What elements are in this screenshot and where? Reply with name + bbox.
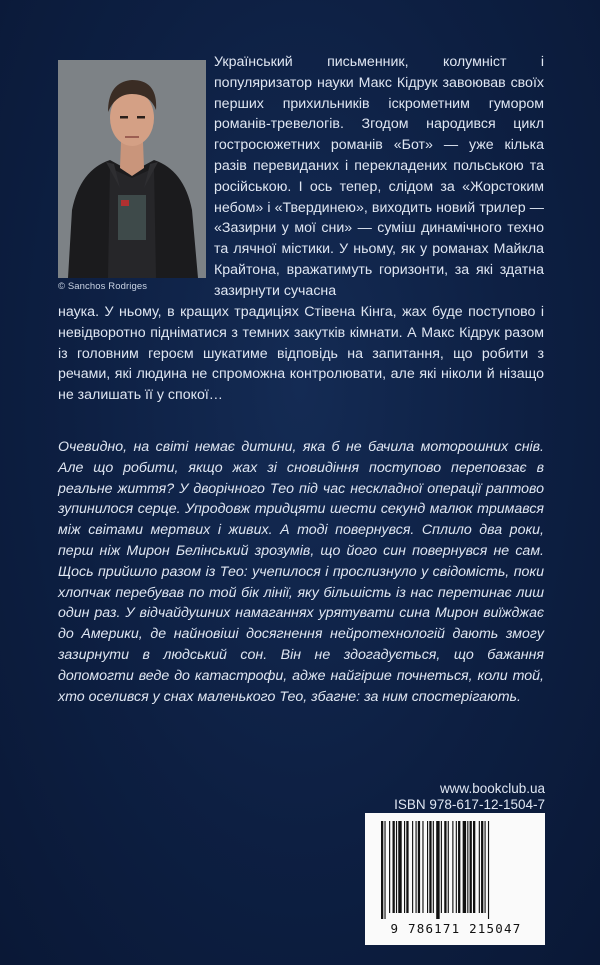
intro-text-full-width: наука. У ньому, в кращих традиціях Стівена Кінга, жах буде поступово і невідворотно підніматися з темних закутків кімнати. А Макс Кідрук разом із головним героєм шукатиме відповідь на запитання, що робити з речами, які людина не спроможна контролювати, але які ніколи й нізащо не залишать її у спокої…	[58, 304, 544, 404]
website-link[interactable]: www.bookclub.ua	[439, 781, 545, 796]
barcode-digits: 9 786171 215047	[390, 921, 522, 936]
synopsis-text: Очевидно, на світі немає дитини, яка б не бачила моторошних снів. Але що робити, якщо жах зі сновидіння поступово переповзає в реальне життя? У дворічного Тео під час нескладної операції раптово зупинилося серце. Упродовж тридцяти шести секунд малюк тримався між світами мертвих і живих. А тоді повернувся. Сплило два роки, перш ніж Мирон Белінський зрозумів, що його син повернувся не сам. Щось прийшло разом із Тео: учепилося і прослизнуло у свідомість, поки хлопчак перебував по той бік лінії, яку більшість із нас перетинає лиш один раз. У відчайдушних намаганнях урятувати сина Мирон виїжджає до Америки, де найновіші досягнення нейротехнологій дають змогу зазирнути в людський сон. Він не здогадується, що бажання допомогти веде до катастрофи, адже найгірше почнеться, коли той, хто оселився у снах маленького Тео, збагне: за ним спостерігають.	[58, 439, 544, 705]
intro-text-beside-photo: Український письменник, колумніст і популяризатор науки Макс Кідрук завоював своїх перших прихильників іскрометним гумором романів-тревелогів. Згодом народився цикл гостросюжетних романів «Бот» — уже кілька разів перевиданих і перекладених польською та російською. І ось тепер, слідом за «Жорстоким небом» і «Твердинею», виходить новий трилер — «Зазирни у мої сни» — суміш динамічного техно та лячної містики. У ньому, як у романах Майкла Крайтона, вражатимуть горизонти, за які здатна зазирнути сучасна	[214, 54, 544, 299]
barcode-bars	[377, 821, 533, 919]
author-portrait-image	[58, 60, 206, 278]
barcode	[365, 813, 545, 945]
photo-credit: © Sanchos Rodriges	[58, 281, 148, 292]
isbn-text: ISBN 978-617-12-1504-7	[394, 797, 545, 812]
author-photo	[58, 60, 206, 278]
